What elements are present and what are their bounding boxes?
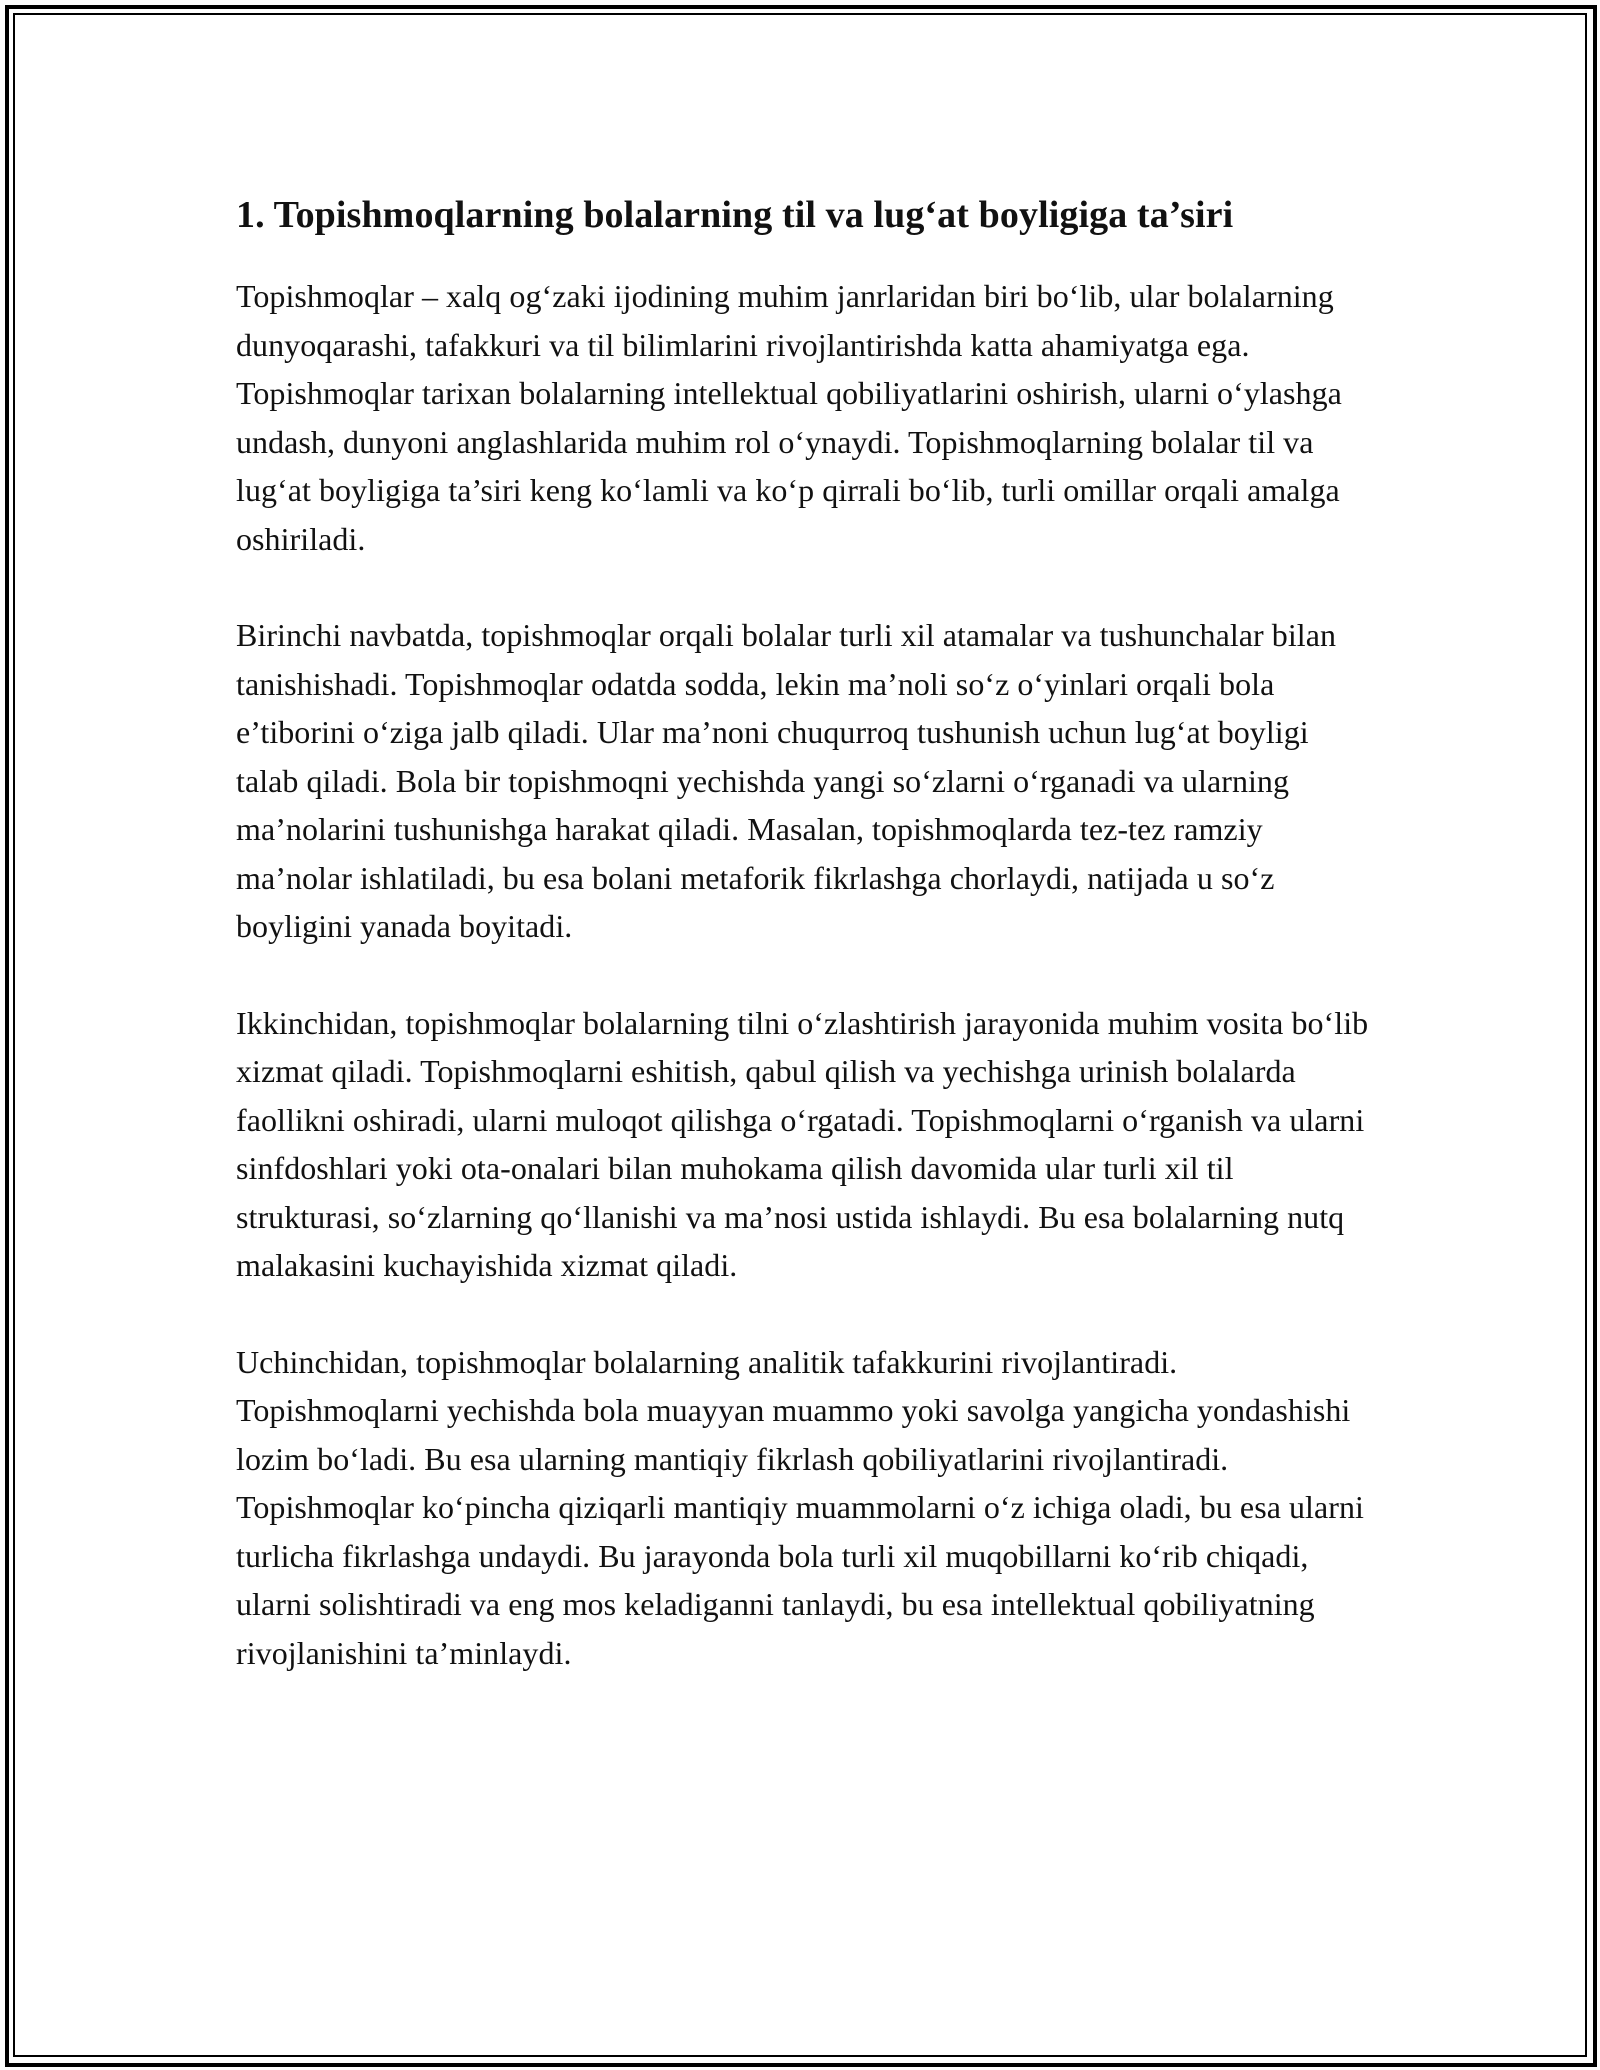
section-heading: 1. Topishmoqlarning bolalarning til va lug‘at boyligiga ta’siri — [236, 194, 1234, 236]
paragraph-first-point: Birinchi navbatda, topishmoqlar orqali bolalar turli xil atamalar va tushunchalar bilan tanishishadi. Topishmoqlar odatda sodda, lekin ma’noli so‘z o‘yinlari orqali bola e’tiborini o‘ziga jalb qiladi. Ular ma’noni chuqurroq tushunish uchun lug‘at boyligi talab qiladi. Bola bir topishmoqni yechishda yangi so‘zlarni o‘rganadi va ularning ma’nolarini tushunishga harakat qiladi. Masalan, topishmoqlarda tez-tez ramziy ma’nolar ishlatiladi, bu esa bolani metaforik fikrlashga chorlaydi, natijada u so‘z boyligini yanada boyitadi. — [236, 617, 1337, 944]
paragraph-second-point: Ikkinchidan, topishmoqlar bolalarning tilni o‘zlashtirish jarayonida muhim vosita bo‘lib xizmat qiladi. Topishmoqlarni eshitish, qabul qilish va yechishga urinish bolalarda faollikni oshiradi, ularni muloqot qilishga o‘rgatadi. Topishmoqlarni o‘rganish va ularni sinfdoshlari yoki ota-onalari bilan muhokama qilish davomida ular turli xil til strukturasi, so‘zlarning qo‘llanishi va ma’nosi ustida ishlaydi. Bu esa bolalarning nutq malakasini kuchayishida xizmat qiladi. — [236, 1004, 1369, 1283]
paragraph-intro: Topishmoqlar – xalq og‘zaki ijodining muhim janrlaridan biri bo‘lib, ular bolalarning dunyoqarashi, tafakkuri va til bilimlarini rivojlantirishda katta ahamiyatga ega. Topishmoqlar tarixan bolalarning intellektual qobiliyatlarini oshirish, ularni o‘ylashga undash, dunyoni anglashlarida muhim rol o‘ynaydi. Topishmoqlarning bolalar til va lug‘at boyligiga ta’siri keng ko‘lamli va ko‘p qirrali bo‘lib, turli omillar orqali amalga oshiriladi. — [236, 278, 1342, 557]
document-body — [236, 188, 1376, 1725]
paragraph-third-point: Uchinchidan, topishmoqlar bolalarning analitik tafakkurini rivojlantiradi. Topishmoqlarni yechishda bola muayyan muammo yoki savolga yangicha yondashishi lozim bo‘ladi. Bu esa ularning mantiqiy fikrlash qobiliyatlarini rivojlantiradi. Topishmoqlar ko‘pincha qiziqarli mantiqiy muammolarni o‘z ichiga oladi, bu esa ularni turlicha fikrlashga undaydi. Bu jarayonda bola turli xil muqobillarni ko‘rib chiqadi, ularni solishtiradi va eng mos keladiganni tanlaydi, bu esa intellektual qobiliyatning rivojlanishini ta’minlaydi. — [236, 1343, 1364, 1671]
